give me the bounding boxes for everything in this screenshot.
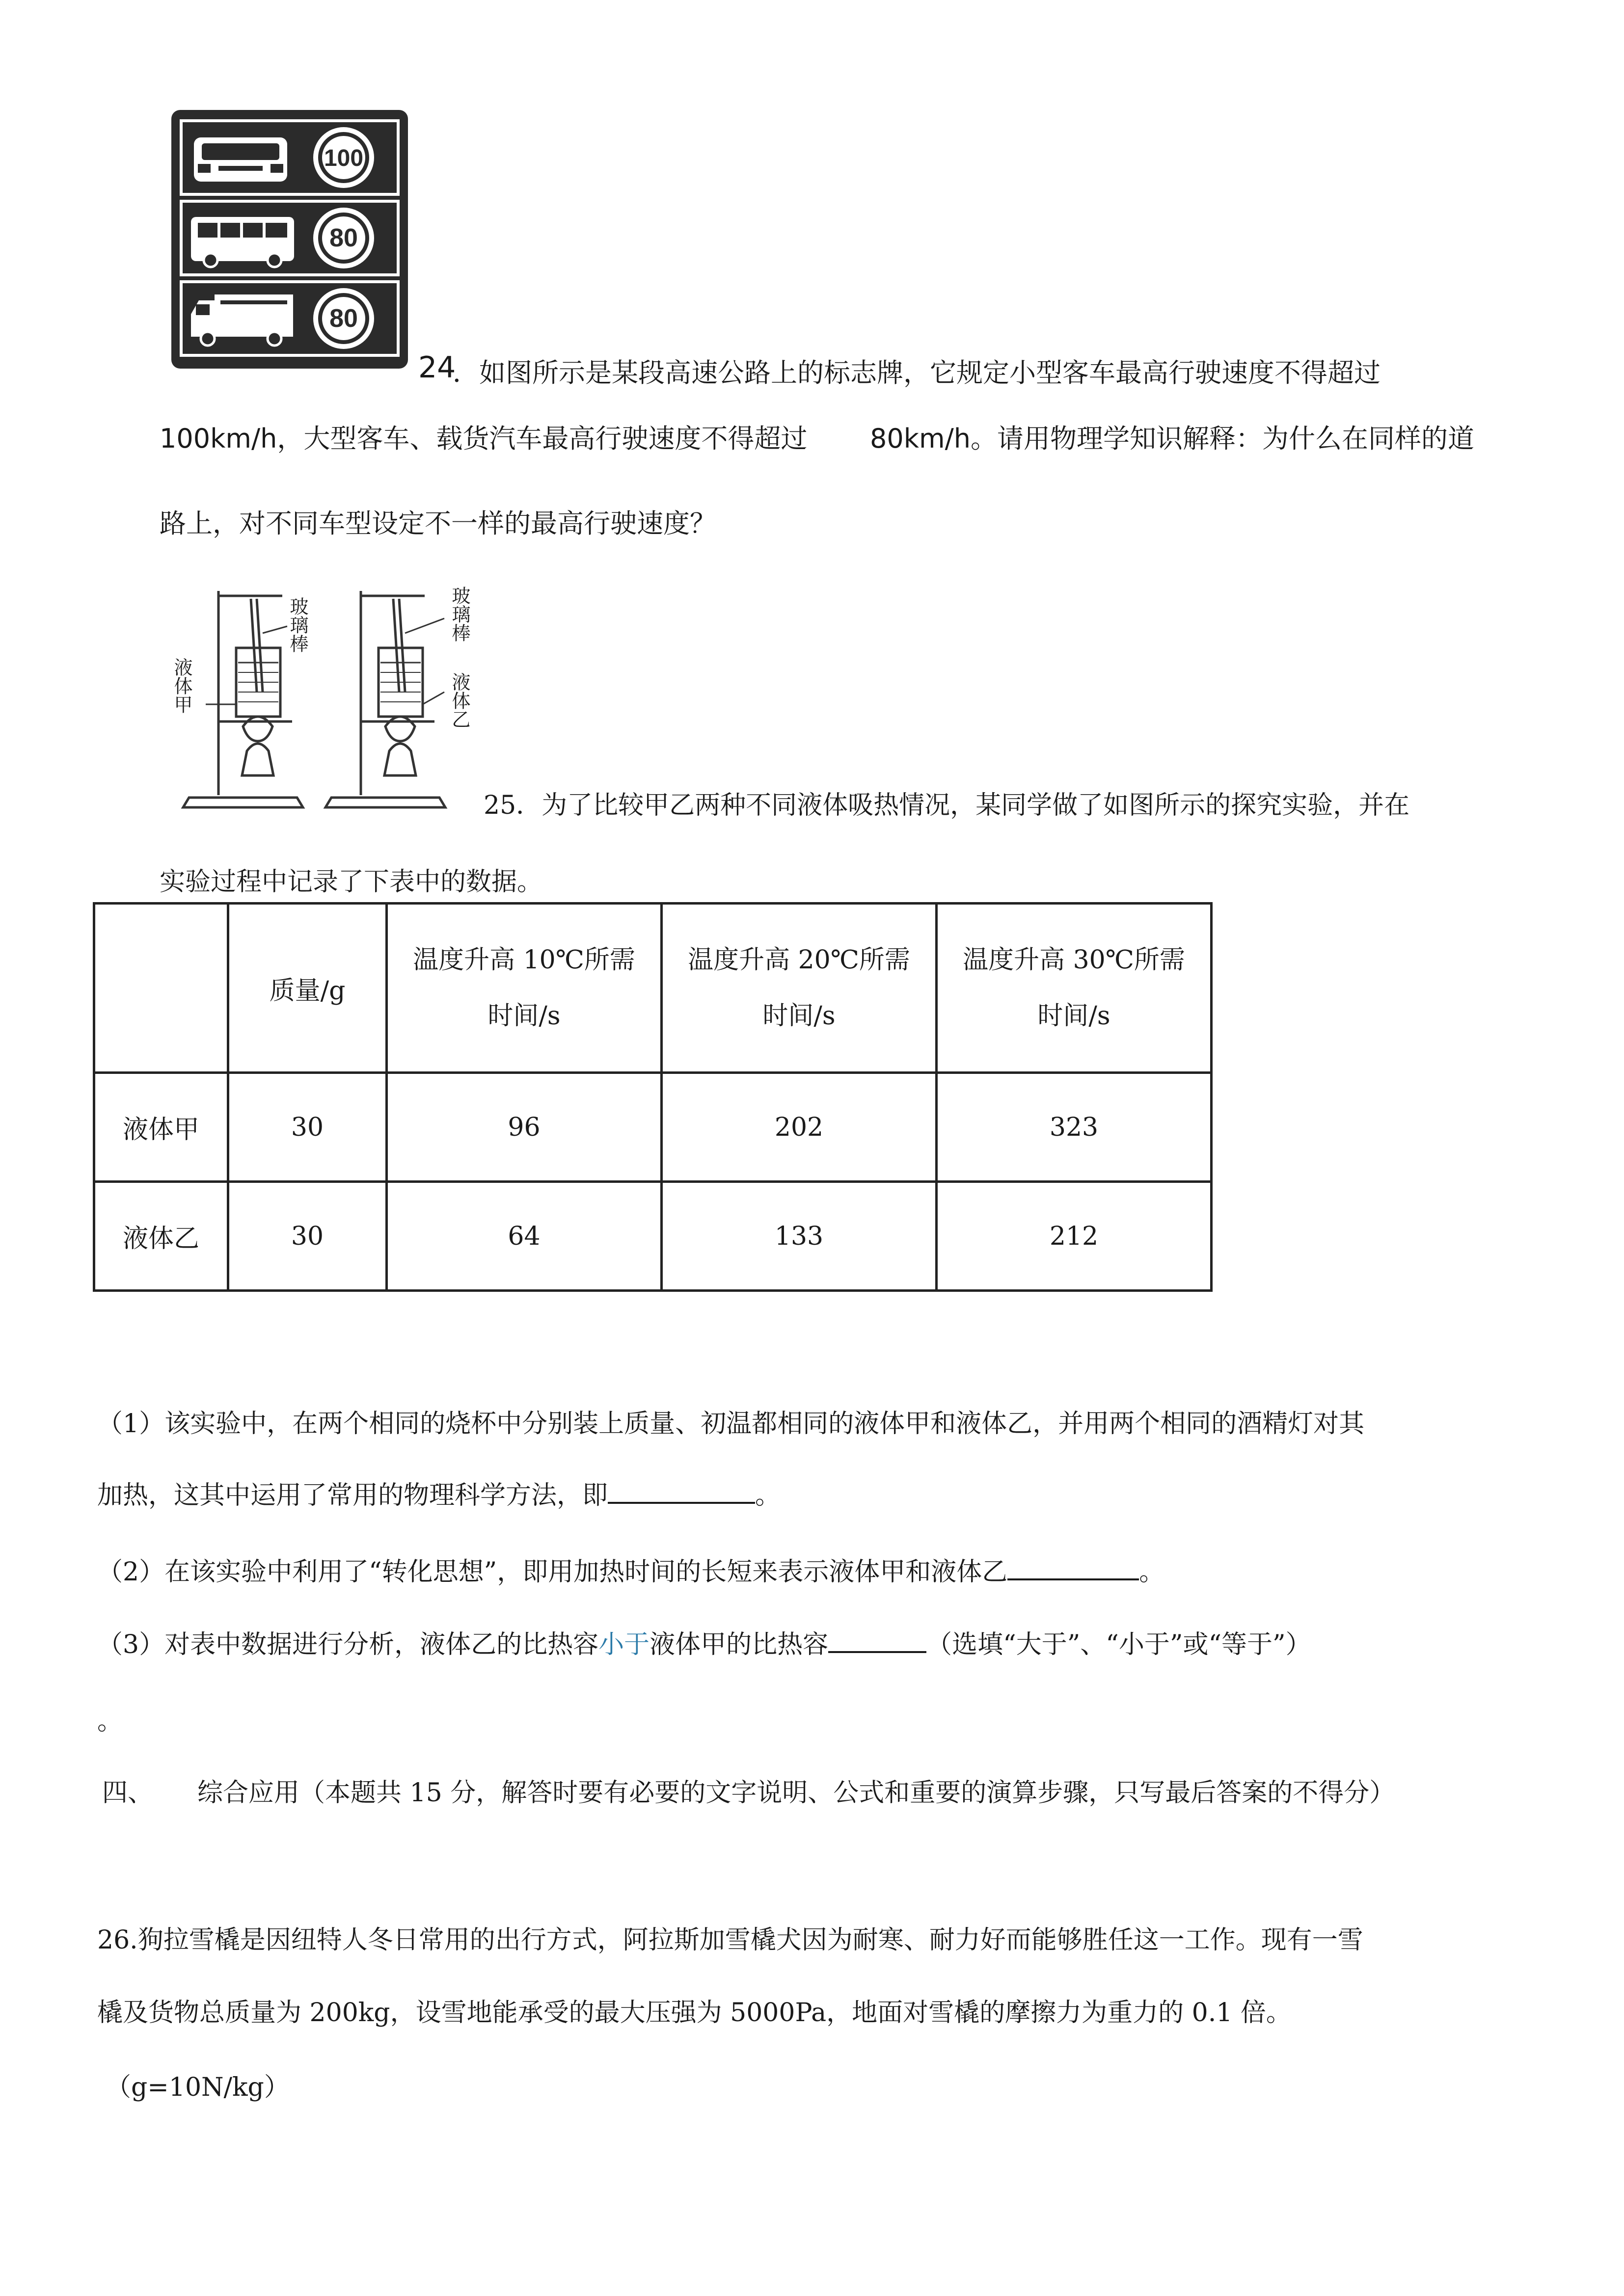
header-30c: 温度升高 30℃所需: [963, 945, 1185, 975]
table-header-cell: [228, 904, 387, 1073]
table-header-cell: [662, 904, 937, 1073]
table-cell: 液体乙: [94, 1182, 228, 1291]
q25-sub3-text-c: （选填“大于”、“小于”或“等于”）: [926, 1630, 1311, 1659]
speed-limit-sign: [169, 108, 410, 371]
header-10c-unit: 时间/s: [487, 1001, 561, 1031]
table-row: [94, 1182, 1212, 1291]
table-cell: 133: [662, 1182, 937, 1291]
q25-sub3-text-b: 液体甲的比热容: [650, 1630, 829, 1659]
q26-line1: 26.狗拉雪橇是因纽特人冬日常用的出行方式，阿拉斯加雪橇犬因为耐寒、耐力好而能够胜任这一工作。现有一雪: [97, 1925, 1363, 1955]
label-left-liquid: 液体甲: [171, 658, 192, 714]
header-20c: 温度升高 20℃所需: [688, 945, 910, 975]
limit-text-bus: 80: [329, 224, 358, 252]
header-20c-unit: 时间/s: [762, 1001, 836, 1031]
q26-line2: 橇及货物总质量为 200kg，设雪地能承受的最大压强为 5000Pa，地面对雪橇的摩擦力为重力的 0.1 倍。: [97, 1998, 1292, 2028]
table-cell: 202: [662, 1073, 937, 1182]
label-right-rod: 玻璃棒: [449, 586, 470, 642]
q24-line3: 路上，对不同车型设定不一样的最高行驶速度？: [160, 508, 716, 539]
q25-sub2-text: （2）在该实验中利用了“转化思想”，即用加热时间的长短来表示液体甲和液体乙: [97, 1557, 1008, 1587]
table-header-cell: [937, 904, 1212, 1073]
q24-line2b: 80km/h。请用物理学知识解释：为什么在同样的道: [870, 423, 1475, 454]
table-cell: 30: [228, 1073, 387, 1182]
header-mass: 质量/g: [269, 976, 346, 1006]
table-cell: 液体甲: [94, 1073, 228, 1182]
q25-sub1-text: 加热，这其中运用了常用的物理科学方法，即: [97, 1481, 608, 1510]
table-header-cell: [94, 904, 228, 1073]
limit-text-car: 100: [324, 145, 364, 171]
table-header-cell: [387, 904, 662, 1073]
q25-sub3-end: 。: [97, 1707, 123, 1736]
label-left-rod: 玻璃棒: [287, 597, 308, 653]
answer-blank-3[interactable]: [828, 1629, 926, 1653]
answer-blank-1[interactable]: [608, 1480, 755, 1504]
heating-apparatus-graphic: [169, 579, 488, 815]
table-cell: 64: [387, 1182, 662, 1291]
q24-number: 24: [418, 350, 456, 385]
bus-icon: [191, 217, 294, 267]
q25-line1: 25．为了比较甲乙两种不同液体吸热情况，某同学做了如图所示的探究实验，并在: [484, 791, 1410, 820]
table-row: [94, 1073, 1212, 1182]
heating-experiment-figure: [169, 579, 488, 815]
car-icon: [194, 137, 287, 182]
answer-blank-2[interactable]: [1007, 1557, 1139, 1580]
q24-line2a: 100km/h，大型客车、载货汽车最高行驶速度不得超过: [160, 423, 808, 454]
q25-sub1-line1: （1）该实验中，在两个相同的烧杯中分别装上质量、初温都相同的液体甲和液体乙，并用两个相同的酒精灯对其: [97, 1409, 1365, 1439]
limit-text-truck: 80: [329, 304, 358, 333]
table-header-row: [94, 904, 1212, 1073]
q24-line1: ．如图所示是某段高速公路上的标志牌，它规定小型客车最高行驶速度不得超过: [453, 357, 1380, 388]
q25-sub2: [97, 1557, 1164, 1587]
table-cell: 323: [937, 1073, 1212, 1182]
q25-sub2-end: 。: [1139, 1557, 1165, 1587]
q25-sub3-text-a: （3）对表中数据进行分析，液体乙的比热容: [97, 1630, 599, 1659]
section4-label: 四、: [102, 1778, 154, 1808]
table-cell: 96: [387, 1073, 662, 1182]
q25-sub3-answer: 小于: [598, 1630, 650, 1659]
header-10c: 温度升高 10℃所需: [413, 945, 635, 975]
speed-limit-sign-graphic: [169, 108, 410, 371]
q25-sub1-line2: [97, 1480, 781, 1511]
q25-line2: 实验过程中记录了下表中的数据。: [160, 867, 543, 897]
header-30c-unit: 时间/s: [1037, 1001, 1110, 1031]
q26-line3: （g=10N/kg）: [106, 2073, 290, 2102]
data-table: [93, 902, 1213, 1292]
table-cell: 212: [937, 1182, 1212, 1291]
q25-sub3: [97, 1629, 1311, 1660]
q25-sub1-end: 。: [755, 1481, 781, 1510]
section4-heading: 综合应用（本题共 15 分，解答时要有必要的文字说明、公式和重要的演算步骤，只写最后答案的不得分）: [197, 1778, 1395, 1808]
label-right-liquid: 液体乙: [449, 672, 470, 728]
table-cell: 30: [228, 1182, 387, 1291]
